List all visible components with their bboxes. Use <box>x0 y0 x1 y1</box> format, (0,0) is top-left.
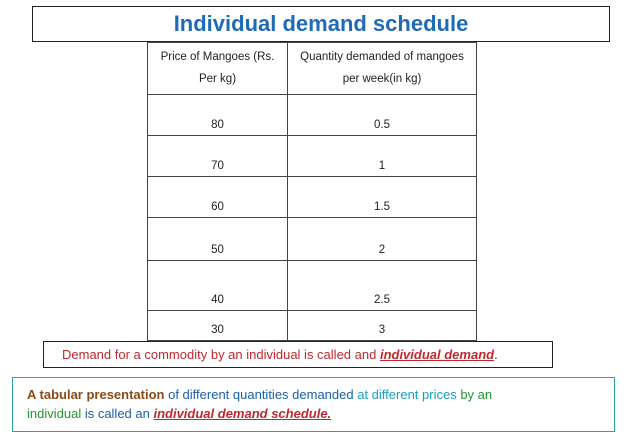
price-column-header <box>148 43 288 95</box>
definition-period: . <box>494 347 498 362</box>
table-row <box>148 95 477 136</box>
quantity-cell: 2 <box>288 218 477 261</box>
price-cell: 60 <box>148 177 288 218</box>
demand-table-wrap <box>147 42 476 340</box>
summary-tabular-presentation: A tabular presentation <box>27 387 165 402</box>
summary-is-called: is called an <box>81 406 154 421</box>
quantity-cell: 1 <box>288 136 477 177</box>
price-cell: 80 <box>148 95 288 136</box>
definition-lead: Demand for a commodity by an individual is called and <box>62 347 380 362</box>
summary-quantities: of different quantities demanded <box>164 387 354 402</box>
price-cell: 50 <box>148 218 288 261</box>
quantity-header-line-1: Quantity demanded of mangoes <box>300 51 464 63</box>
quantity-cell: 2.5 <box>288 261 477 311</box>
table-row <box>148 136 477 177</box>
price-cell: 70 <box>148 136 288 177</box>
price-cell: 30 <box>148 311 288 341</box>
price-cell: 40 <box>148 261 288 311</box>
quantity-cell: 1.5 <box>288 177 477 218</box>
definition-emphasis: individual demand <box>379 347 495 362</box>
table-row <box>148 261 477 311</box>
title-box <box>32 6 610 42</box>
price-header-line-1: Price of Mangoes (Rs. <box>160 51 275 63</box>
definition-text <box>62 347 498 362</box>
summary-schedule-term: individual demand schedule. <box>153 406 332 421</box>
summary-prices: at different prices <box>353 387 457 402</box>
quantity-cell: 0.5 <box>288 95 477 136</box>
demand-schedule-table <box>147 42 477 341</box>
summary-box <box>12 377 615 432</box>
table-row <box>148 218 477 261</box>
quantity-cell: 3 <box>288 311 477 341</box>
quantity-column-header <box>288 43 477 95</box>
price-header-line-2: Per kg) <box>198 73 237 85</box>
summary-by-an: by an <box>456 387 493 402</box>
summary-individual: individual <box>27 406 82 421</box>
definition-box <box>43 341 553 368</box>
table-row <box>148 177 477 218</box>
table-row <box>148 311 477 341</box>
page-title: Individual demand schedule <box>173 11 469 36</box>
table-header-row <box>148 43 477 95</box>
quantity-header-line-2: per week(in kg) <box>342 73 422 85</box>
